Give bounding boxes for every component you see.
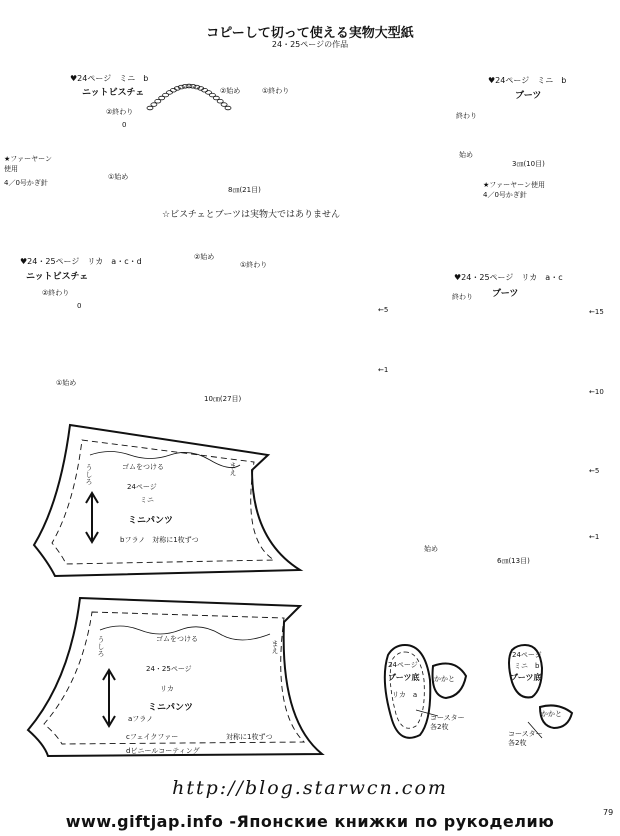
diagram3-zero: 0 [77,302,82,310]
diagram4-width: 6㎝(13目) [497,557,530,565]
pattern2-elastic: ゴムをつける [156,635,198,643]
pattern2-mat-d: dビニールコーティング [126,747,200,755]
pattern2-page: 24・25ページ [146,665,192,673]
diagram4-end: 終わり [452,293,473,301]
page-title: コピーして切って使える実物大型紙 [206,26,414,41]
diagram3-width: 10㎝(27目) [204,395,242,403]
diagram3-start2: ②始め [194,253,215,261]
diagram3-end2: ②終わり [42,289,70,297]
pattern1-elastic: ゴムをつける [122,463,164,471]
diagram4-row15: ←15 [589,308,604,316]
diagram1-name: ニットビスチェ [82,88,145,98]
sole1-coaster: コースター 各2枚 [430,714,465,731]
pattern2-pair: 対称に1枚ずつ [226,733,273,741]
pattern1-item: ミニパンツ [128,516,174,526]
diagram2-end: 終わり [456,112,477,120]
diagram2-width: 3㎝(10目) [512,160,545,168]
pattern2-doll: リカ [160,685,174,693]
diagram3-ref: ♥24・25ページ リカ a・c・d [20,257,142,266]
diagram1-start2: ②始め [220,87,241,95]
blog-watermark: http://blog.starwcn.com [172,777,448,799]
diagram4-row1: ←1 [589,533,600,541]
diagram2-hook: 4／0号かぎ針 [483,191,527,199]
pattern1-page: 24ページ [127,483,157,491]
pattern2-mat-a: aフラノ [128,715,154,723]
diagram1-end1: ①終わり [262,87,290,95]
pattern1-doll: ミニ [140,496,154,504]
sole1-page: 24ページ [388,661,418,669]
site-watermark: www.giftjap.info -Японские книжки по рукоделию [65,812,555,831]
diagram2-name: ブーツ [515,91,542,101]
diagram1-width: 8㎝(21目) [228,186,261,194]
diagram1-zero: 0 [122,121,127,129]
sole2-heel: かかと [541,710,562,718]
sole1-doll: リカ a [392,691,418,699]
diagram1-hook: 4／0号かぎ針 [4,179,48,187]
diagram2-start: 始め [459,151,473,159]
diagram1-yarn: ★ファーヤーン 使用 [4,155,52,173]
pattern1-back: うしろ [85,464,93,485]
page-number: 79 [603,808,614,817]
diagram1-end2: ②終わり [106,108,134,116]
diagram3-name: ニットビスチェ [26,272,89,282]
pattern2-back: うしろ [97,636,105,657]
pattern2-front: まえ [271,640,279,654]
diagram3-row1: ←1 [378,366,389,374]
sole1-heel: かかと [434,675,455,683]
diagram1-start1: ①始め [108,173,129,181]
diagram4-start: 始め [424,545,438,553]
diagram4-row5: ←5 [589,467,600,475]
diagram-mini-bustier-chart [147,84,231,110]
diagram4-row10: ←10 [589,388,604,396]
pattern1-material: bフラノ 対称に1枚ずつ [120,536,199,544]
diagram4-name: ブーツ [492,289,519,299]
sole2-doll: ミニ b [514,662,540,670]
diagram4-ref: ♥24・25ページ リカ a・c [454,273,563,282]
sole2-coaster: コースター 各2枚 [508,730,543,747]
sole2-item: ブーツ底 [510,673,542,682]
note-not-actual-size: ☆ビスチェとブーツは実物大ではありません [162,210,340,220]
pattern1-front: まえ [229,462,237,476]
sole2-page: 24ページ [512,651,542,659]
page-subtitle: 24・25ページの作品 [271,40,349,49]
diagram3-row5: ←5 [378,306,389,314]
diagram1-ref: ♥24ページ ミニ b [70,74,149,83]
diagram3-end1: ①終わり [240,261,268,269]
diagram2-ref: ♥24ページ ミニ b [488,76,567,85]
pattern2-item: ミニパンツ [148,703,194,713]
pattern2-mat-c: cフェイクファー [126,733,179,741]
diagram2-yarn: ★ファーヤーン使用 [483,181,545,189]
sole1-item: ブーツ底 [388,673,420,682]
pattern-mini-panties [34,425,300,576]
diagram3-start1: ①始め [56,379,77,387]
